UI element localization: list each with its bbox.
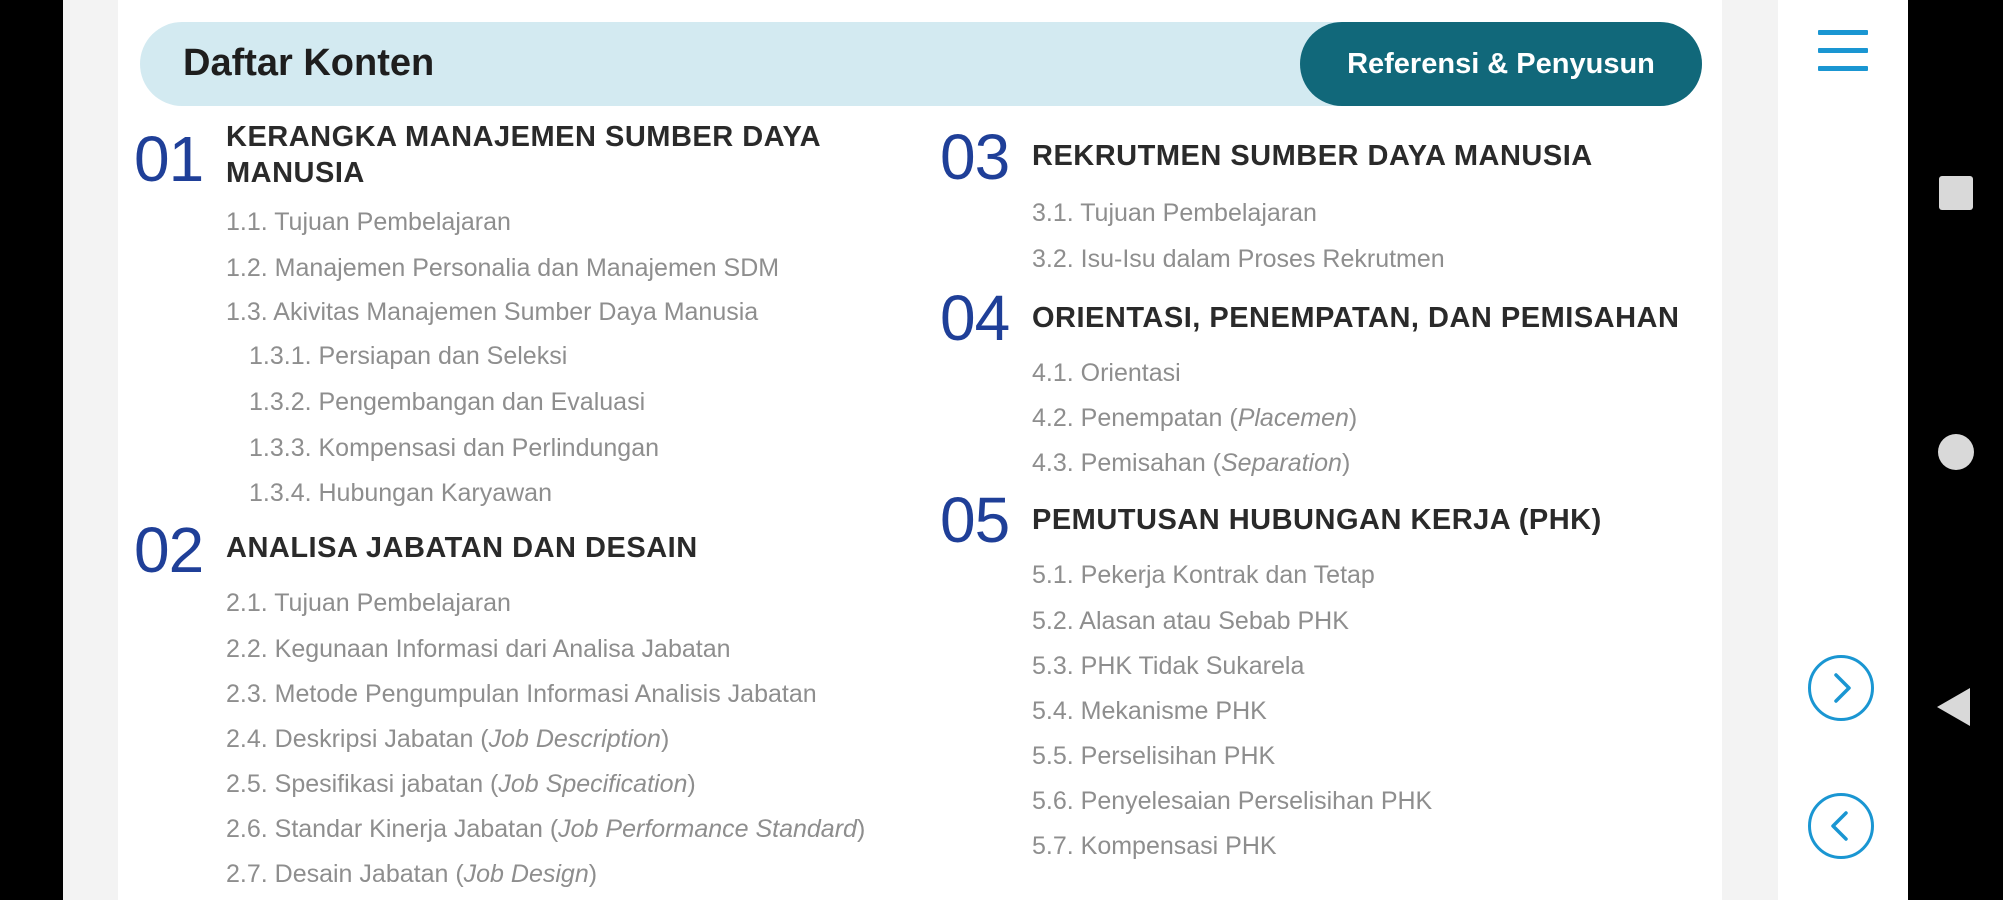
section-number-04: 04 [940, 282, 1010, 354]
toc-item-5-4[interactable]: 5.4. Mekanisme PHK [1032, 697, 1267, 725]
toc-item-1-3-4[interactable]: 1.3.4. Hubungan Karyawan [249, 479, 552, 507]
previous-page-button[interactable] [1808, 793, 1874, 859]
section-title-03[interactable]: REKRUTMEN SUMBER DAYA MANUSIA [1032, 140, 1593, 172]
toc-item-5-6[interactable]: 5.6. Penyelesaian Perselisihan PHK [1032, 787, 1433, 815]
toc-item-3-1[interactable]: 3.1. Tujuan Pembelajaran [1032, 199, 1317, 227]
toc-item-2-4[interactable]: 2.4. Deskripsi Jabatan (Job Description) [226, 725, 670, 753]
toc-item-1-2[interactable]: 1.2. Manajemen Personalia dan Manajemen SDM [226, 254, 780, 282]
toc-item-1-3[interactable]: 1.3. Akivitas Manajemen Sumber Daya Manusia [226, 298, 759, 326]
section-title-01[interactable]: KERANGKA MANAJEMEN SUMBER DAYA MANUSIA [226, 121, 820, 189]
toc-item-1-1[interactable]: 1.1. Tujuan Pembelajaran [226, 208, 511, 236]
toc-item-2-3[interactable]: 2.3. Metode Pengumpulan Informasi Analisis Jabatan [226, 680, 817, 708]
toc-item-5-3[interactable]: 5.3. PHK Tidak Sukarela [1032, 652, 1305, 680]
chevron-left-icon [1811, 796, 1871, 856]
page-title: Daftar Konten [183, 42, 435, 84]
section-title-05[interactable]: PEMUTUSAN HUBUNGAN KERJA (PHK) [1032, 504, 1602, 536]
section-number-05: 05 [940, 484, 1010, 556]
back-icon[interactable] [1937, 688, 1970, 726]
section-number-01: 01 [134, 123, 204, 195]
section-number-02: 02 [134, 514, 204, 586]
toc-item-4-2[interactable]: 4.2. Penempatan (Placemen) [1032, 404, 1358, 432]
toc-item-1-3-3[interactable]: 1.3.3. Kompensasi dan Perlindungan [249, 434, 660, 462]
next-page-button[interactable] [1808, 655, 1874, 721]
references-authors-button[interactable]: Referensi & Penyusun [1300, 22, 1702, 106]
toc-item-5-2[interactable]: 5.2. Alasan atau Sebab PHK [1032, 607, 1349, 635]
toc-item-5-5[interactable]: 5.5. Perselisihan PHK [1032, 742, 1276, 770]
toc-item-3-2[interactable]: 3.2. Isu-Isu dalam Proses Rekrutmen [1032, 245, 1445, 273]
recent-apps-icon[interactable] [1939, 176, 1973, 210]
toc-item-1-3-2[interactable]: 1.3.2. Pengembangan dan Evaluasi [249, 388, 646, 416]
toc-item-5-7[interactable]: 5.7. Kompensasi PHK [1032, 832, 1277, 860]
hamburger-menu-icon[interactable] [1818, 30, 1868, 74]
section-number-03: 03 [940, 121, 1010, 193]
toc-item-2-1[interactable]: 2.1. Tujuan Pembelajaran [226, 589, 511, 617]
toc-item-5-1[interactable]: 5.1. Pekerja Kontrak dan Tetap [1032, 561, 1375, 589]
chevron-right-icon [1811, 658, 1871, 718]
toc-item-4-1[interactable]: 4.1. Orientasi [1032, 359, 1181, 387]
toc-item-2-6[interactable]: 2.6. Standar Kinerja Jabatan (Job Performance Standard) [226, 815, 866, 843]
toc-item-2-2[interactable]: 2.2. Kegunaan Informasi dari Analisa Jabatan [226, 635, 731, 663]
toc-item-1-3-1[interactable]: 1.3.1. Persiapan dan Seleksi [249, 342, 568, 370]
toc-item-2-5[interactable]: 2.5. Spesifikasi jabatan (Job Specification) [226, 770, 696, 798]
toc-item-4-3[interactable]: 4.3. Pemisahan (Separation) [1032, 449, 1351, 477]
right-sidebar [1778, 0, 1908, 900]
section-title-04[interactable]: ORIENTASI, PENEMPATAN, DAN PEMISAHAN [1032, 302, 1680, 334]
section-title-02[interactable]: ANALISA JABATAN DAN DESAIN [226, 532, 698, 564]
home-icon[interactable] [1938, 434, 1974, 470]
toc-item-2-7[interactable]: 2.7. Desain Jabatan (Job Design) [226, 860, 598, 888]
